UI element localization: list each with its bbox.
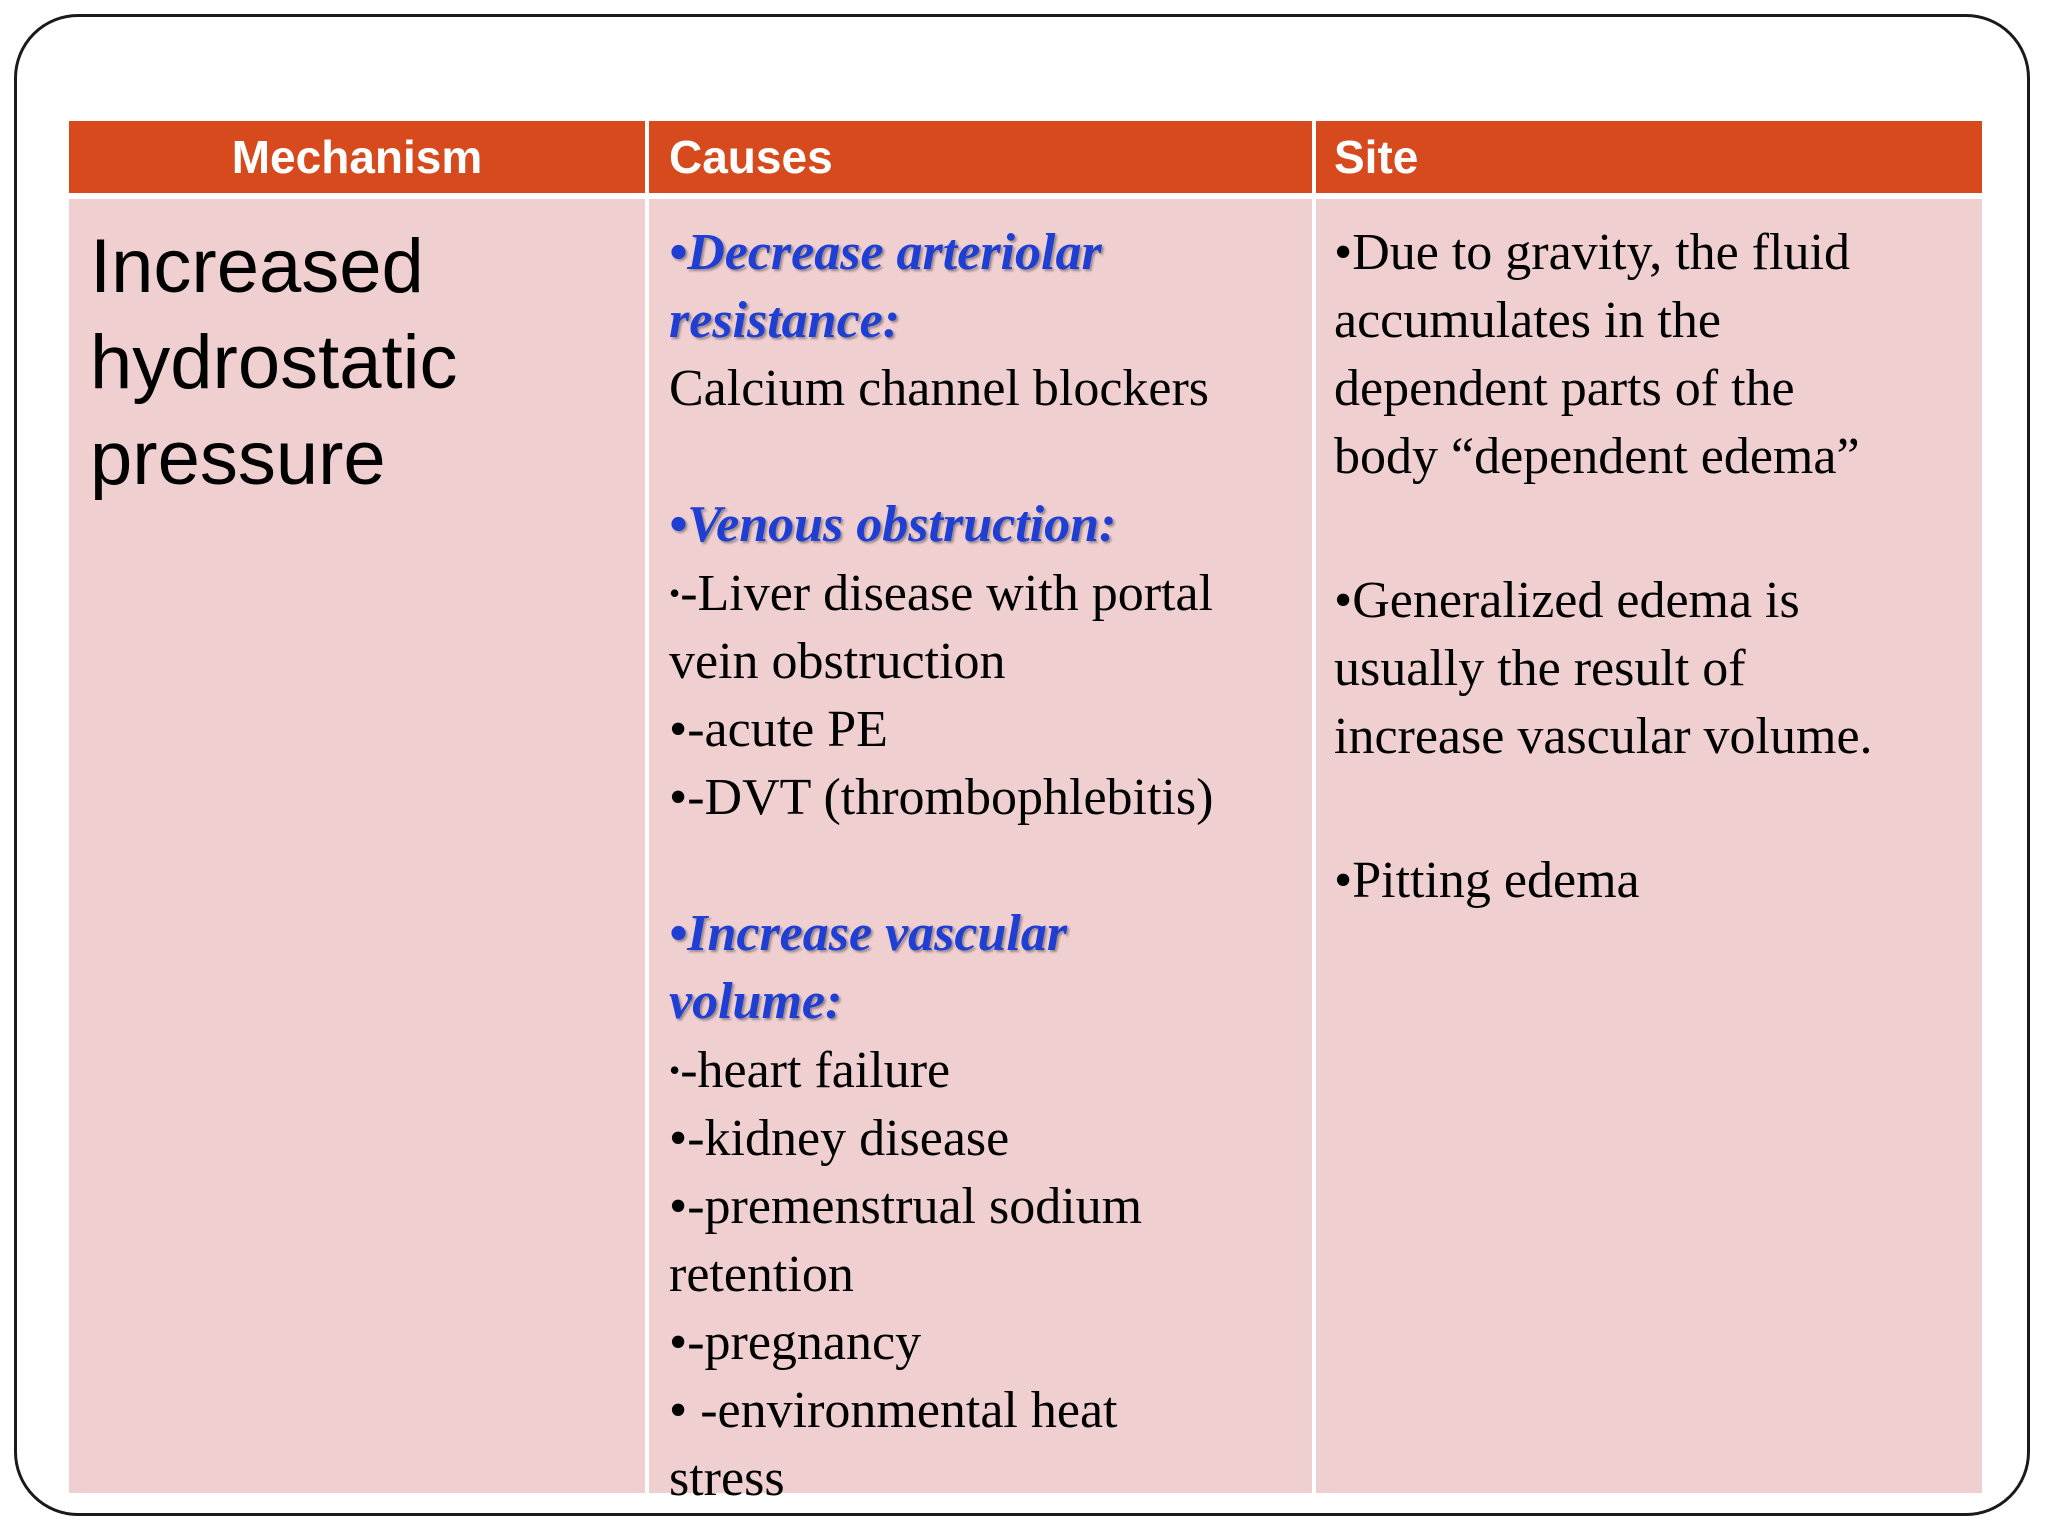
heading-line: resistance: bbox=[669, 292, 901, 349]
heading-line: •Venous obstruction: bbox=[669, 496, 1117, 553]
causes-cell bbox=[649, 199, 1316, 1507]
site-paragraph-generalized bbox=[1334, 567, 1982, 771]
site-paragraph-gravity bbox=[1334, 219, 1982, 491]
bullet-icon: • bbox=[669, 769, 688, 826]
site-line: increase vascular volume. bbox=[1334, 708, 1873, 765]
mechanism-text bbox=[90, 219, 645, 507]
causes-list-venous bbox=[669, 559, 1312, 832]
site-line: usually the result of bbox=[1334, 640, 1746, 697]
list-item: •-acute PE bbox=[669, 701, 888, 758]
list-item: •-pregnancy bbox=[669, 1314, 922, 1371]
site-cell bbox=[1316, 199, 1982, 1493]
mechanism-cell bbox=[69, 199, 649, 1493]
site-line: •Generalized edema is bbox=[1334, 572, 1800, 629]
heading-line: •Decrease arteriolar bbox=[669, 224, 1102, 281]
list-item: •-heart failure bbox=[669, 1042, 951, 1099]
list-item: •-DVT (thrombophlebitis) bbox=[669, 769, 1214, 826]
mechanism-line: hydrostatic bbox=[90, 320, 458, 405]
heading-line: •Increase vascular bbox=[669, 905, 1068, 962]
list-item: vein obstruction bbox=[669, 633, 1006, 690]
causes-heading-volume bbox=[669, 900, 1312, 1036]
mechanism-line: pressure bbox=[90, 416, 386, 501]
header-mechanism: Mechanism bbox=[69, 121, 649, 199]
causes-heading-arteriolar bbox=[669, 219, 1312, 355]
bullet-icon: • bbox=[669, 1110, 688, 1167]
edema-table bbox=[69, 121, 1982, 1507]
causes-list-volume bbox=[669, 1036, 1312, 1513]
list-item: retention bbox=[669, 1246, 854, 1303]
site-line: •Due to gravity, the fluid bbox=[1334, 224, 1850, 281]
list-item: •-Liver disease with portal bbox=[669, 565, 1214, 622]
site-line: •Pitting edema bbox=[1334, 852, 1640, 909]
bullet-icon: • bbox=[669, 1052, 681, 1088]
heading-line: volume: bbox=[669, 973, 843, 1030]
bullet-icon: • bbox=[669, 575, 681, 611]
mechanism-line: Increased bbox=[90, 224, 424, 309]
bullet-icon: • bbox=[669, 1382, 688, 1439]
list-item: •-kidney disease bbox=[669, 1110, 1010, 1167]
site-line: accumulates in the bbox=[1334, 292, 1721, 349]
bullet-icon: • bbox=[669, 1178, 688, 1235]
list-item: •-premenstrual sodium bbox=[669, 1178, 1143, 1235]
site-paragraph-pitting bbox=[1334, 847, 1982, 915]
list-item: • -environmental heat bbox=[669, 1382, 1118, 1439]
site-line: dependent parts of the bbox=[1334, 360, 1795, 417]
causes-list-arteriolar bbox=[669, 355, 1312, 423]
list-item: stress bbox=[669, 1450, 785, 1507]
bullet-icon: • bbox=[669, 1314, 688, 1371]
header-causes: Causes bbox=[649, 121, 1316, 199]
causes-heading-venous bbox=[669, 491, 1312, 559]
site-line: body “dependent edema” bbox=[1334, 428, 1860, 485]
header-site: Site bbox=[1316, 121, 1982, 199]
list-item: Calcium channel blockers bbox=[669, 360, 1210, 417]
bullet-icon: • bbox=[669, 701, 688, 758]
